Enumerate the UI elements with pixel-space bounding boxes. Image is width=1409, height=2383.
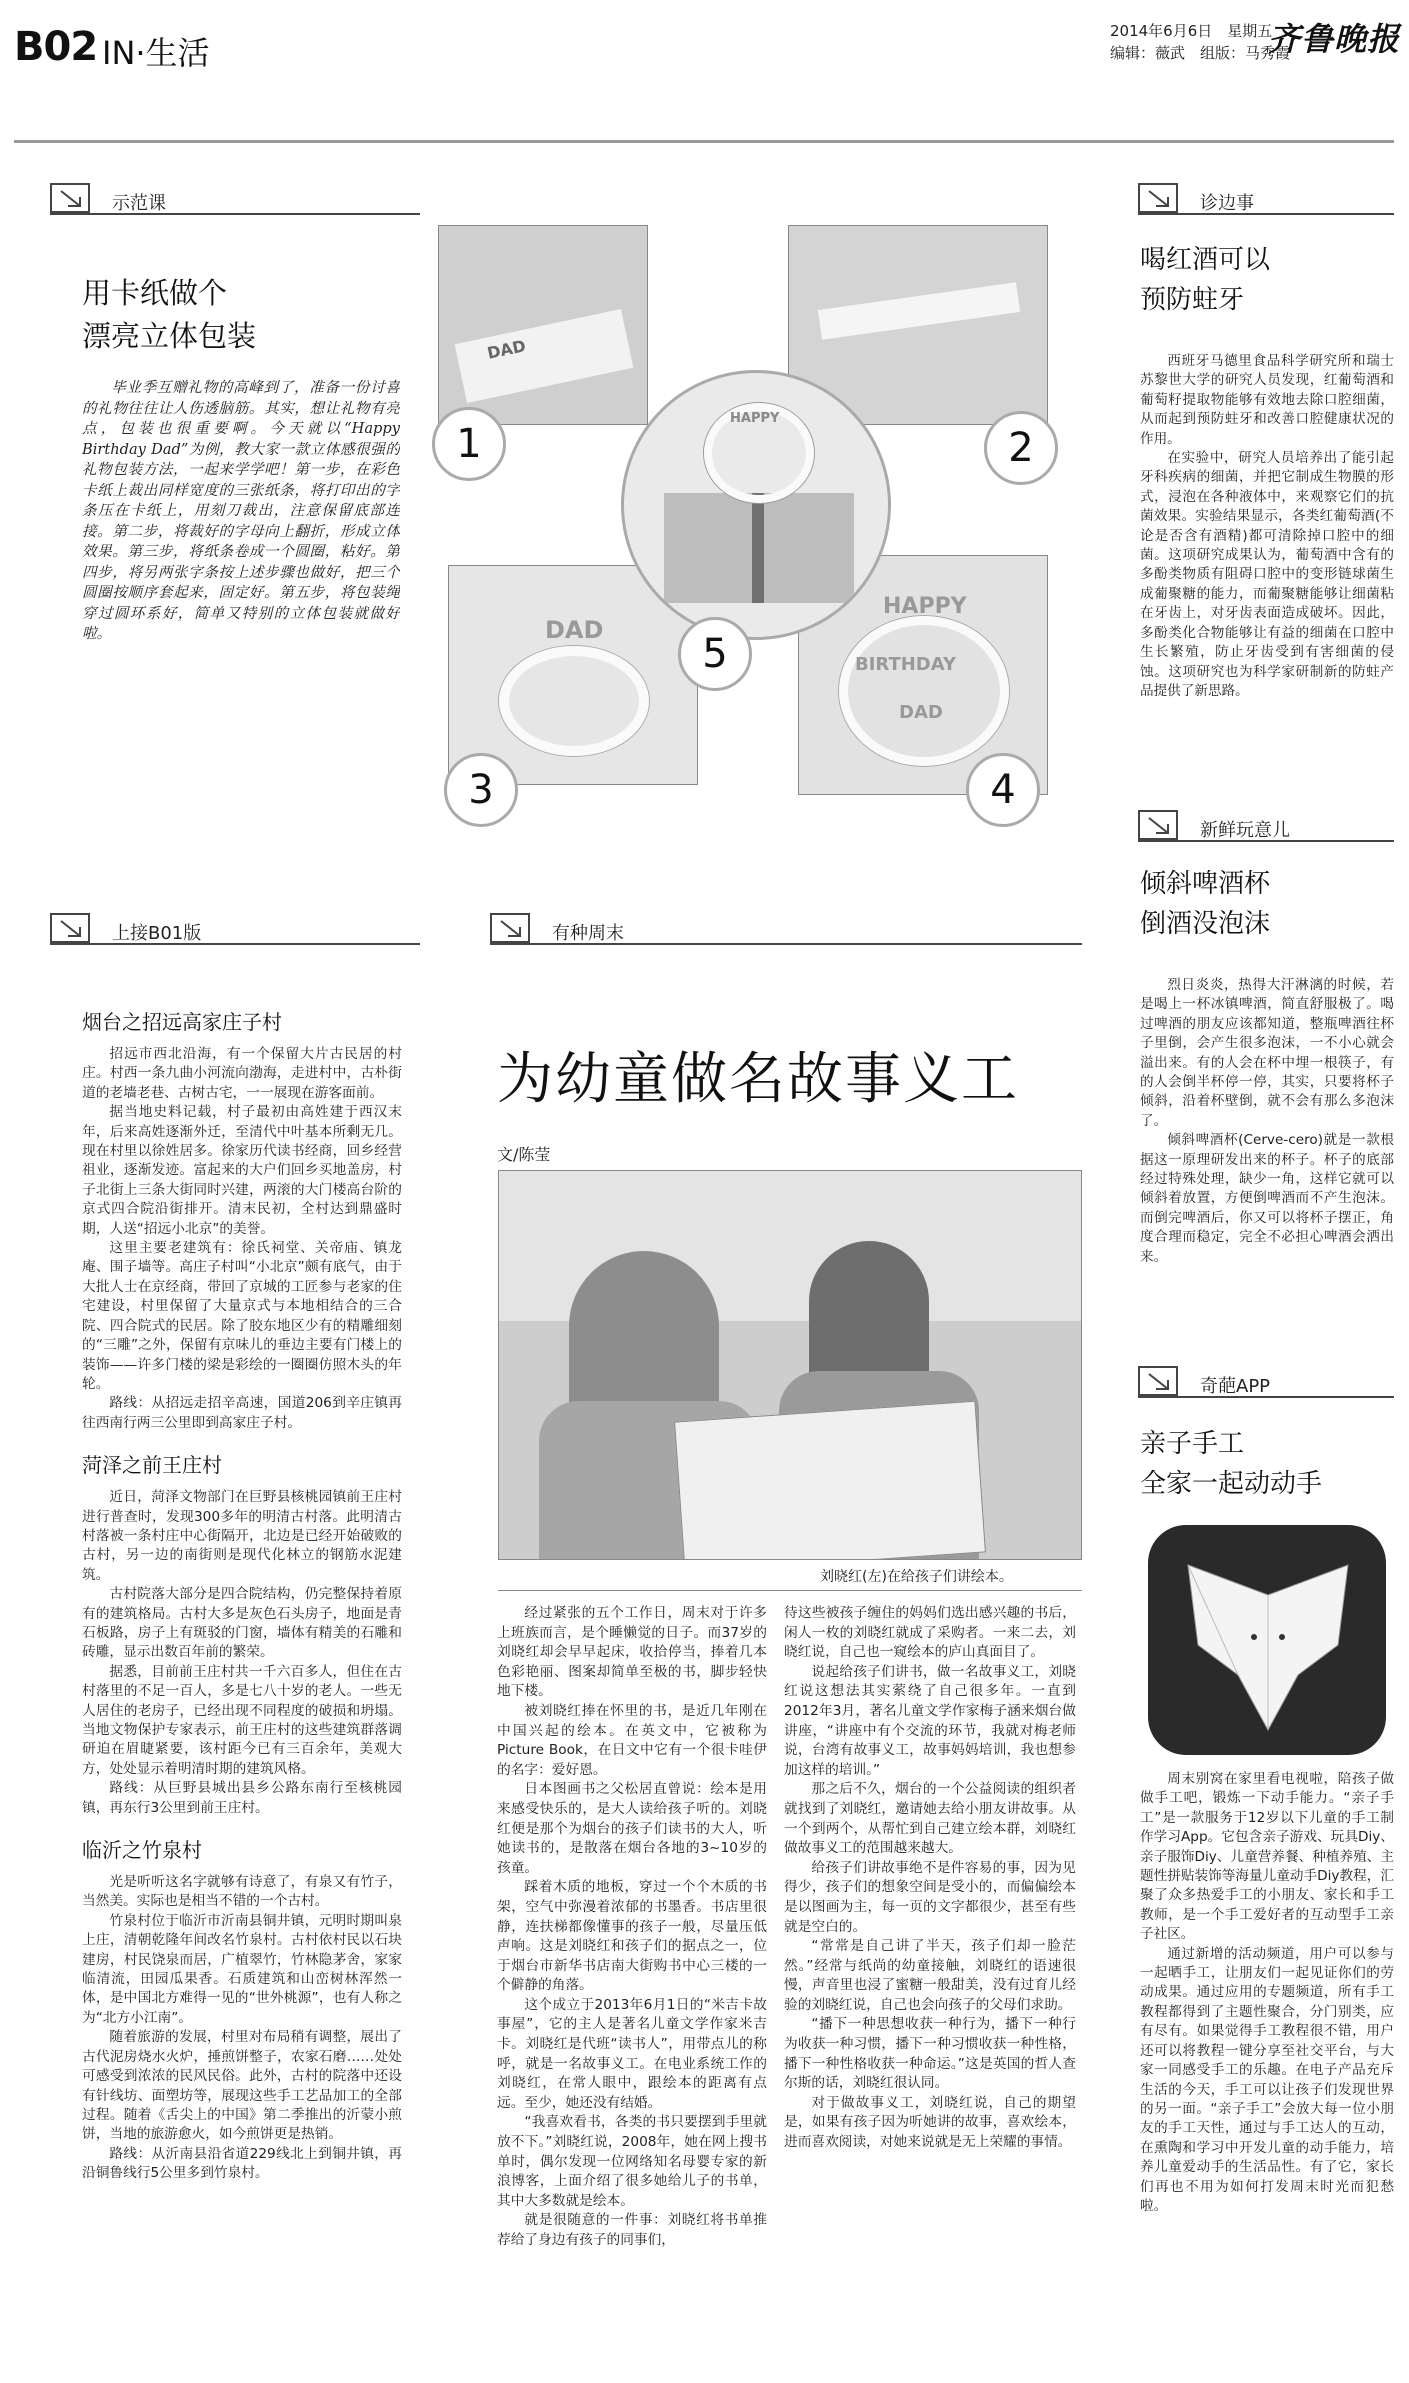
article-body: [1140, 1770, 1394, 2370]
body-paragraph: 经过紧张的五个工作日，周末对于许多上班族而言，是个睡懒觉的日子。而37岁的刘晓红却会早早起床，收拾停当，捧着几本色彩艳丽、图案却简单至极的书，脚步轻快地下楼。: [497, 1605, 767, 1700]
title-line-1: 用卡纸做个: [82, 276, 228, 310]
step-photo-1: [438, 225, 648, 425]
section-header-continued: [50, 913, 420, 945]
section-heze: [82, 1488, 402, 1818]
body-paragraph: 周末别窝在家里看电视啦，陪孩子做做手工吧，锻炼一下动手能力。“亲子手工”是一款服务于12岁以下儿童的手工制作学习App。它包含亲子游戏、玩具Diy、亲子服饰Diy、儿童营养餐、种植养殖、主题性拼贴装饰等海量儿童动手Diy教程，汇聚了众多热爱手工的小朋友、家长和手工教师，是一个手工爱好者的互动型手工亲子社区。: [1140, 1771, 1394, 1943]
article-body: [82, 378, 400, 660]
article-title: [82, 272, 412, 358]
body-paragraph: “播下一种思想收获一种行为，播下一种行为收获一种习惯，播下一种习惯收获一种性格，播下一种性格收获一种命运。”这是英国的哲人查尔斯的话，刘晓红很认同。: [784, 2016, 1076, 2092]
body-paragraph: 踩着木质的地板，穿过一个个木质的书架，空气中弥漫着浓郁的书墨香。书店里很静，连扶梯都像懂事的孩子一般，尽量压低声响。这是刘晓红和孩子们的据点之一，位于烟台市新华书店南大街购书中心三楼的一个僻静的角落。: [497, 1879, 767, 1994]
ring-letters-happy: HAPPY: [883, 594, 967, 619]
section-tag: 新鲜玩意儿: [1200, 820, 1290, 841]
step-number-1: 1: [432, 407, 506, 481]
paper-strip-dad: DAD: [485, 336, 528, 363]
body-paragraph: 日本图画书之父松居直曾说：绘本是用来感受快乐的，是大人读给孩子听的。刘晓红便是那个为烟台的孩子们读书的大人，听她读书的，是散落在烟台各地的3~10岁的孩童。: [497, 1781, 767, 1876]
body-paragraph: 随着旅游的发展，村里对布局稍有调整，展出了古代泥房烧水火炉，捶煎饼整子，农家石磨……处处可感受到浓浓的民风民俗。此外，古村的院落中还设有针线坊、面塑坊等，展现这些手工艺品加工的全部过程。随着《舌尖上的中国》第二季推出的沂蒙小煎饼，当地的旅游愈火，如今煎饼更是热销。: [82, 2029, 402, 2143]
title-line-2: 倒酒没泡沫: [1140, 909, 1271, 939]
gift-ribbon: [752, 493, 764, 603]
arrow-icon: [1138, 810, 1178, 840]
arrow-icon: [50, 183, 90, 213]
gift-letters-happy: HAPPY: [730, 411, 780, 426]
body-paragraph: 这个成立于2013年6月1日的“米吉卡故事屋”，它的主人是著名儿童文学作家米吉卡。刘晓红是代班“读书人”，用带点儿的称呼，就是一名故事义工。在电业系统工作的刘晓红，在常人眼中，跟绘本的距离有点远。至少，她还没有结婚。: [497, 1996, 767, 2111]
section-yantai: [82, 1045, 402, 1433]
arrow-icon: [1138, 183, 1178, 213]
section-linyi: [82, 1873, 402, 2184]
body-paragraph: 据当地史料记载，村子最初由高姓建于西汉末年，后来高姓逐渐外迁，至清代中叶基本所剩无几。现在村里以徐姓居多。徐家历代读书经商，回乡经营祖业，逐渐发迹。富起来的大户们回乡买地盖房，村子北街上三条大街同时兴建，两滚的大门楼高台阶的京式四合院沿街排开。清末民初，全村达到鼎盛时期，人送“招远小北京”的美誉。: [82, 1104, 402, 1237]
body-paragraph: 路线：从招远走招辛高速，国道206到辛庄镇再往西南行两三公里即到高家庄子村。: [82, 1395, 402, 1431]
section-header-gadget: [1138, 810, 1394, 842]
body-paragraph: 倾斜啤酒杯(Cerve-cero)就是一款根据这一原理研发出来的杯子。杯子的底部经过特殊处理，缺少一角，这样它就可以倾斜着放置，方便倒啤酒而不产生泡沫。而倒完啤酒后，你又可以将杯子摆正，角度合理而稳定，完全不必担心啤酒会洒出来。: [1140, 1132, 1394, 1265]
photo-caption: 刘晓红(左)在给孩子们讲绘本。: [820, 1569, 1013, 1585]
masthead-rule: [14, 140, 1394, 143]
subhead-linyi: 临沂之竹泉村: [82, 1838, 202, 1863]
section-header-app: [1138, 1366, 1394, 1398]
article-title: [1140, 864, 1390, 944]
step-number-4: 4: [966, 753, 1040, 827]
article-title: [1140, 1424, 1390, 1504]
caption-rule: [498, 1590, 1082, 1591]
body-paragraph: 西班牙马德里食品科学研究所和瑞士苏黎世大学的研究人员发现，红葡萄酒和葡萄籽提取物能够有效地去除口腔细菌，从而起到预防蛀牙和改善口腔健康状况的作用。: [1140, 353, 1394, 447]
paper-strip: [818, 282, 1020, 340]
body-paragraph: 近日，菏泽文物部门在巨野县核桃园镇前王庄村进行普查时，发现300多年的明清古村落。此明清古村落被一条村庄中心街隔开，北边是已经开始破败的古村，另一边的南街则是现代化林立的钢筋水泥建筑。: [82, 1489, 402, 1583]
article-body: [1140, 976, 1394, 1340]
article-title: [1140, 240, 1390, 320]
paper-ring-dad: [499, 646, 649, 756]
section-tag: 奇葩APP: [1200, 1376, 1271, 1397]
section-tag: 诊边事: [1200, 193, 1254, 214]
editor-credit: 编辑：薇武 组版：马秀霞: [1110, 44, 1291, 62]
ring-letters-dad: DAD: [545, 616, 604, 644]
person-right: [809, 1241, 929, 1391]
body-paragraph: “我喜欢看书，各类的书只要摆到手里就放不下。”刘晓红说，2008年，她在网上搜书单时，偶尔发现一位网络知名母婴专家的新浪博客，上面介绍了很多她给儿子的书单，其中大多数就是绘本。: [497, 2114, 767, 2209]
body-paragraph: 说起给孩子们讲书，做一名故事义工，刘晓红说这想法其实萦绕了自己很多年。一直到2012年3月，著名儿童文学作家梅子涵来烟台做讲座，“讲座中有个交流的环节，我就对梅老师说，台湾有故事义工，故事妈妈培训，我也想参加这样的培训。”: [784, 1663, 1076, 1778]
body-paragraph: 这里主要老建筑有：徐氏祠堂、关帝庙、镇龙庵、围子墙等。高庄子村叫“小北京”颇有底气，由于大批人士在京经商，带回了京城的工匠参与老家的住宅建设，村里保留了大量京式与本地相结合的三合院、四合院式的民居。除了胶东地区少有的精雕细刻的“三雕”之外，保留有京味儿的垂边主要有门楼上的装饰——许多门楼的梁是彩绘的一圈圈仿照木头的年轮。: [82, 1240, 402, 1392]
body-paragraph: 据悉，目前前王庄村共一千六百多人，但住在古村落里的不足一百人，多是七八十岁的老人。一些无人居住的老房子，已经出现不同程度的破损和坍塌。当地文物保护专家表示，前王庄村的这些建筑群落调研迫在眉睫紧要，该村距今已有三百余年，美观大方，处处显示着明清时期的建筑风格。: [82, 1663, 402, 1777]
section-header-weekend: [490, 913, 1082, 945]
body-paragraph: 古村院落大部分是四合院结构，仍完整保持着原有的建筑格局。古村大多是灰色石头房子，地面是青石板路，房子上有斑驳的门窗，墙体有精美的石雕和砖雕，显示出数百年前的繁荣。: [82, 1586, 402, 1661]
picture-book: [674, 1401, 986, 1560]
masthead: [0, 0, 1409, 150]
step-photo-5-gift-box: [621, 370, 891, 640]
title-line-1: 倾斜啤酒杯: [1140, 869, 1271, 899]
arrow-icon: [490, 913, 530, 943]
step-number-5: 5: [678, 617, 752, 691]
body-paragraph: 对于做故事义工，刘晓红说，自己的期望是，如果有孩子因为听她讲的故事，喜欢绘本，进而喜欢阅读，对她来说就是无上荣耀的事情。: [784, 2094, 1076, 2151]
body-paragraph: “常常是自己讲了半天，孩子们却一脸茫然。”经常与纸尚的幼童接触，刘晓红的语速很慢，声音里也浸了蜜糖一般甜美，没有过育儿经验的刘晓红说，自己也会向孩子的父母们求助。: [784, 1938, 1076, 2013]
section-tag: 示范课: [112, 193, 166, 214]
section-header-demo: [50, 183, 420, 215]
body-text: 毕业季互赠礼物的高峰到了，准备一份讨喜的礼物往往让人伤透脑筋。其实，想让礼物有亮点，包装也很重要啊。今天就以“Happy Birthday Dad”为例，教大家一款立体感很强的礼物包装方法，一起来学学吧！第一步，在彩色卡纸上裁出同样宽度的三张纸条，将打印出的字条压在卡纸上，用刻刀裁出，注意保留底部连接。第二步，将裁好的字母向上翻折，形成立体效果。第三步，将纸条卷成一个圆圈，粘好。第四步，将另两张字条按上述步骤也做好，把三个圆圈按顺序套起来，固定好。第五步，将包装绳穿过圆环系好，简单又特别的立体包装就做好啦。: [82, 379, 400, 642]
step-number-3: 3: [444, 753, 518, 827]
section-tag: 有种周末: [552, 923, 624, 944]
body-paragraph: 被刘晓红捧在怀里的书，是近几年刚在中国兴起的绘本。在英文中，它被称为Picture Book，在日文中它有一个很卡哇伊的名字：爱好恩。: [497, 1702, 767, 1778]
body-paragraph: 光是听听这名字就够有诗意了，有泉又有竹子，当然美。实际也是相当不错的一个古村。: [82, 1874, 402, 1910]
body-paragraph: 那之后不久，烟台的一个公益阅读的组织者就找到了刘晓红，邀请她去给小朋友讲故事。从一个到两个，从帮忙到自己建立绘本群，刘晓红做故事义工的范围越来越大。: [784, 1781, 1076, 1857]
byline: 文/陈莹: [497, 1145, 551, 1164]
body-paragraph: 路线：从巨野县城出县乡公路东南行至核桃园镇，再东行3公里到前王庄村。: [82, 1780, 402, 1816]
title-line-1: 亲子手工: [1140, 1429, 1245, 1459]
ring-letters-birthday: BIRTHDAY: [855, 654, 956, 675]
title-line-2: 预防蛀牙: [1140, 285, 1245, 315]
section-header-health: [1138, 183, 1394, 215]
feature-col-a: [497, 1604, 767, 2374]
village-articles: [82, 1006, 402, 2378]
cutting-mat: [455, 309, 634, 403]
feature-col-b: [784, 1604, 1076, 2374]
section-tag: 上接B01版: [112, 923, 202, 944]
body-paragraph: 待这些被孩子缠住的妈妈们选出感兴趣的书后，闲人一枚的刘晓红就成了采购者。一来二去，刘晓红说，自己也一窥绘本的庐山真面目了。: [784, 1605, 1076, 1661]
step-number-2: 2: [984, 411, 1058, 485]
body-paragraph: 通过新增的活动频道，用户可以参与一起晒手工，让朋友们一起见证你们的劳动成果。通过应用的专题频道，所有手工教程都得到了主题性聚合，分门别类，应有尽有。如果觉得手工教程很不错，用户还可以将教程一键分享至社交平台，与大家一同感受手工的乐趣。在电子产品充斥生活的今天，手工可以让孩子们发现世界的另一面。“亲子手工”会放大每一位小朋友的手工天性，通过与手工达人的互动，在熏陶和学习中开发儿童的动手能力，培养儿童爱动手的生活品性。有了它，家长们再也不用为如何打发周末时光而犯愁啦。: [1140, 1945, 1394, 2214]
subhead-heze: 菏泽之前王庄村: [82, 1453, 222, 1478]
feature-headline: 为幼童做名故事义工: [497, 1047, 1019, 1112]
issue-date: 2014年6月6日 星期五: [1110, 22, 1273, 40]
body-paragraph: 在实验中，研究人员培养出了能引起牙科疾病的细菌，并把它制成生物膜的形式，浸泡在各种液体中，来观察它们的抗菌效果。实验结果显示，各类红葡萄酒(不论是否含有酒精)都可清除掉口腔中的细菌。这项研究成果认为，葡萄酒中含有的多酚类物质有阻碍口腔中的变形链球菌生成葡聚糖的能力，而葡聚糖能够让细菌粘在牙齿上，对牙齿表面造成破坏。因此，多酚类化合物能够让有益的细菌在口腔中生长繁殖，防止牙齿受到有害细菌的侵蚀。这项研究也为科学家研制新的防蛀产品提供了新思路。: [1140, 450, 1394, 699]
subhead-yantai: 烟台之招远高家庄子村: [82, 1010, 282, 1034]
paper-logo: 齐鲁晚报: [1268, 20, 1401, 58]
app-icon-origami-elephant: [1148, 1525, 1386, 1755]
feature-photo: [498, 1170, 1082, 1560]
body-paragraph: 烈日炎炎，热得大汗淋漓的时候，若是喝上一杯冰镇啤酒，简直舒服极了。喝过啤酒的朋友应该都知道，整瓶啤酒往杯子里倒，会产生很多泡沫，一不小心就会溢出来。有的人会在杯中埋一根筷子，有的人会倒半杯停一停，其实，只要将杯子倾斜，沿着杯壁倒，就不会有那么多泡沫了。: [1140, 977, 1394, 1129]
section-name: IN·生活: [102, 34, 210, 72]
body-paragraph: 竹泉村位于临沂市沂南县铜井镇，元明时期叫泉上庄，清朝乾隆年间改名竹泉村。古村依村民以石块建房，村民饶泉而居，广植翠竹，竹林隐茅舍，家家临清流，田园瓜果香。石质建筑和山峦树林浑然一体，是中国北方难得一见的“世外桃源”，也有人称之为“北方小江南”。: [82, 1912, 402, 2026]
ring-letters-dad-4: DAD: [899, 702, 943, 723]
arrow-icon: [50, 913, 90, 943]
body-paragraph: 就是很随意的一件事：刘晓红将书单推荐给了身边有孩子的同事们，: [497, 2212, 767, 2248]
article-body: [1140, 352, 1394, 778]
craft-photo-collage: [438, 225, 1078, 830]
page-code: B02: [14, 24, 98, 70]
body-paragraph: 给孩子们讲故事绝不是件容易的事，因为见得少，孩子们的想象空间是受小的，而偏偏绘本是以图画为主，每一页的文字都很少，甚至有些就是空白的。: [784, 1859, 1076, 1935]
arrow-icon: [1138, 1366, 1178, 1396]
title-line-2: 全家一起动动手: [1140, 1469, 1323, 1499]
title-line-2: 漂亮立体包装: [82, 319, 257, 353]
paper-rings-nested: [839, 616, 1009, 766]
title-line-1: 喝红酒可以: [1140, 245, 1271, 275]
body-paragraph: 路线：从沂南县沿省道229线北上到铜井镇，再沿铜鲁线行5公里多到竹泉村。: [82, 2145, 402, 2182]
body-paragraph: 招远市西北沿海，有一个保留大片古民居的村庄。村西一条九曲小河流向渤海，走进村中，古朴街道的老墙老巷、古树古宅，一一展现在游客面前。: [82, 1046, 402, 1101]
